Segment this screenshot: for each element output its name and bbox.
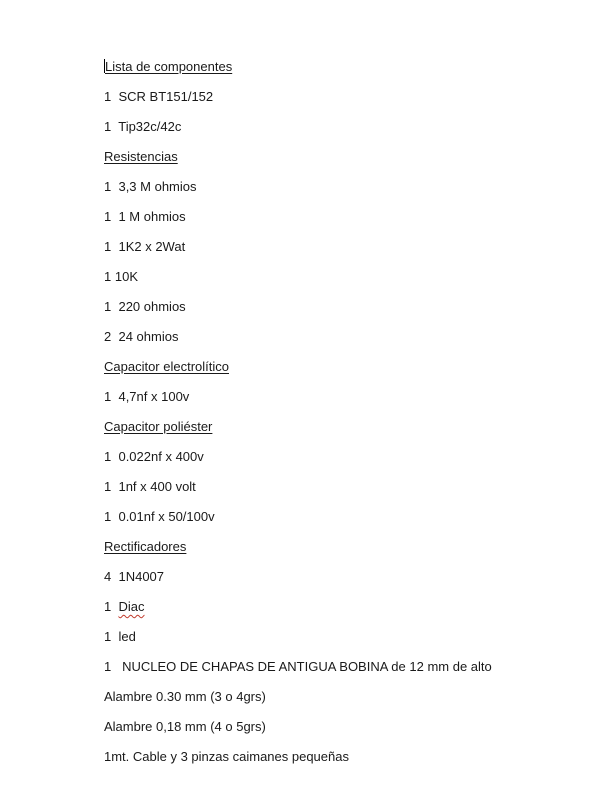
footer-line: Alambre 0,18 mm (4 o 5grs) [104, 719, 266, 734]
spellcheck-flagged-word[interactable]: Diac [118, 599, 145, 614]
list-item[interactable]: 1 NUCLEO DE CHAPAS DE ANTIGUA BOBINA de 12 mm de alto [104, 659, 492, 674]
document-body[interactable] [104, 58, 584, 778]
list-item[interactable]: 1 3,3 M ohmios [104, 179, 197, 194]
list-item[interactable]: 1 4,7nf x 100v [104, 389, 190, 404]
list-item[interactable]: 1 1 M ohmios [104, 209, 186, 224]
list-item[interactable]: 1 1K2 x 2Wat [104, 239, 186, 254]
document-title-line[interactable] [104, 58, 584, 88]
list-item[interactable]: 1 SCR BT151/152 [104, 89, 214, 104]
section-heading-capacitor-poliester: Capacitor poliéster [104, 419, 213, 434]
footer-line: Alambre 0.30 mm (3 o 4grs) [104, 689, 266, 704]
list-item[interactable]: 1 led [104, 629, 136, 644]
section-heading-resistencias: Resistencias [104, 149, 178, 164]
list-item[interactable]: 1 Tip32c/42c [104, 119, 182, 134]
list-item[interactable]: 4 1N4007 [104, 569, 165, 584]
list-item[interactable]: 1 10K [104, 269, 138, 284]
section-heading-rectificadores: Rectificadores [104, 539, 187, 554]
list-item[interactable]: 2 24 ohmios [104, 329, 179, 344]
footer-line: 1mt. Cable y 3 pinzas caimanes pequeñas [104, 749, 349, 764]
list-item[interactable]: 1 0.022nf x 400v [104, 449, 204, 464]
list-item[interactable]: 1 220 ohmios [104, 299, 186, 314]
list-item[interactable]: 1 0.01nf x 50/100v [104, 509, 215, 524]
list-item[interactable]: 1 1nf x 400 volt [104, 479, 196, 494]
document-title: Lista de componentes [105, 59, 233, 74]
list-item[interactable]: 1 Diac [104, 599, 145, 614]
section-heading-capacitor-electrolitico: Capacitor electrolítico [104, 359, 229, 374]
